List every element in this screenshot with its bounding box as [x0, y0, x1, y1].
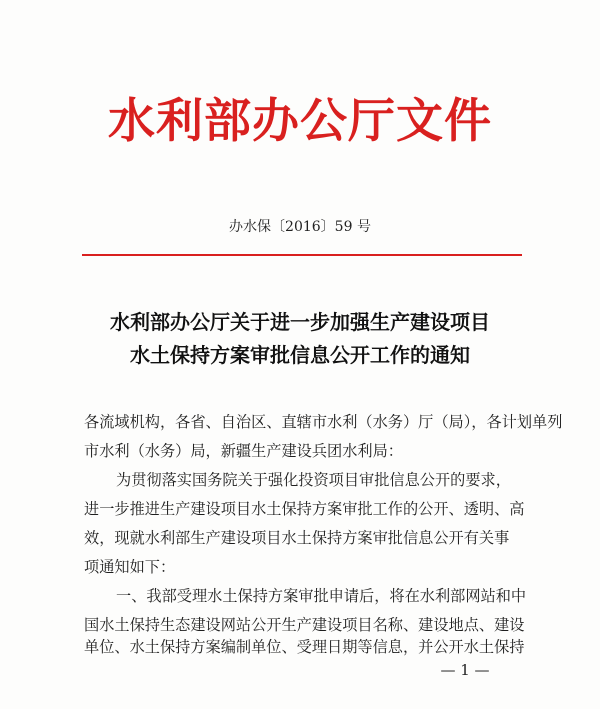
item-one-line-3: 单位、水土保持方案编制单位、受理日期等信息，并公开水土保持 — [84, 638, 525, 656]
notice-title-line-1: 水利部办公厅关于进一步加强生产建设项目 — [110, 310, 490, 334]
addressee-line-2: 市水利（水务）局，新疆生产建设兵团水利局： — [84, 442, 403, 460]
document-number: 办水保〔2016〕59 号 — [229, 219, 371, 235]
item-one-line-2: 国水土保持生态建设网站公开生产建设项目名称、建设地点、建设 — [84, 616, 525, 634]
item-one-line-1: 一、我部受理水土保持方案审批申请后，将在水利部网站和中 — [116, 587, 527, 605]
intro-paragraph-line-3: 效，现就水利部生产建设项目水土保持方案审批信息公开有关事 — [84, 529, 510, 547]
notice-title-line-2: 水土保持方案审批信息公开工作的通知 — [130, 343, 470, 367]
intro-paragraph-line-1: 为贯彻落实国务院关于强化投资项目审批信息公开的要求， — [116, 471, 511, 489]
page-number: — 1 — — [440, 661, 490, 679]
document-masthead: 水利部办公厅文件 — [108, 94, 492, 149]
addressee-line-1: 各流域机构，各省、自治区、直辖市水利（水务）厅（局），各计划单列 — [84, 413, 563, 431]
intro-paragraph-line-2: 进一步推进生产建设项目水土保持方案审批工作的公开、透明、高 — [84, 500, 525, 518]
intro-paragraph-line-4: 项通知如下： — [84, 558, 176, 576]
red-divider-line — [82, 254, 522, 256]
